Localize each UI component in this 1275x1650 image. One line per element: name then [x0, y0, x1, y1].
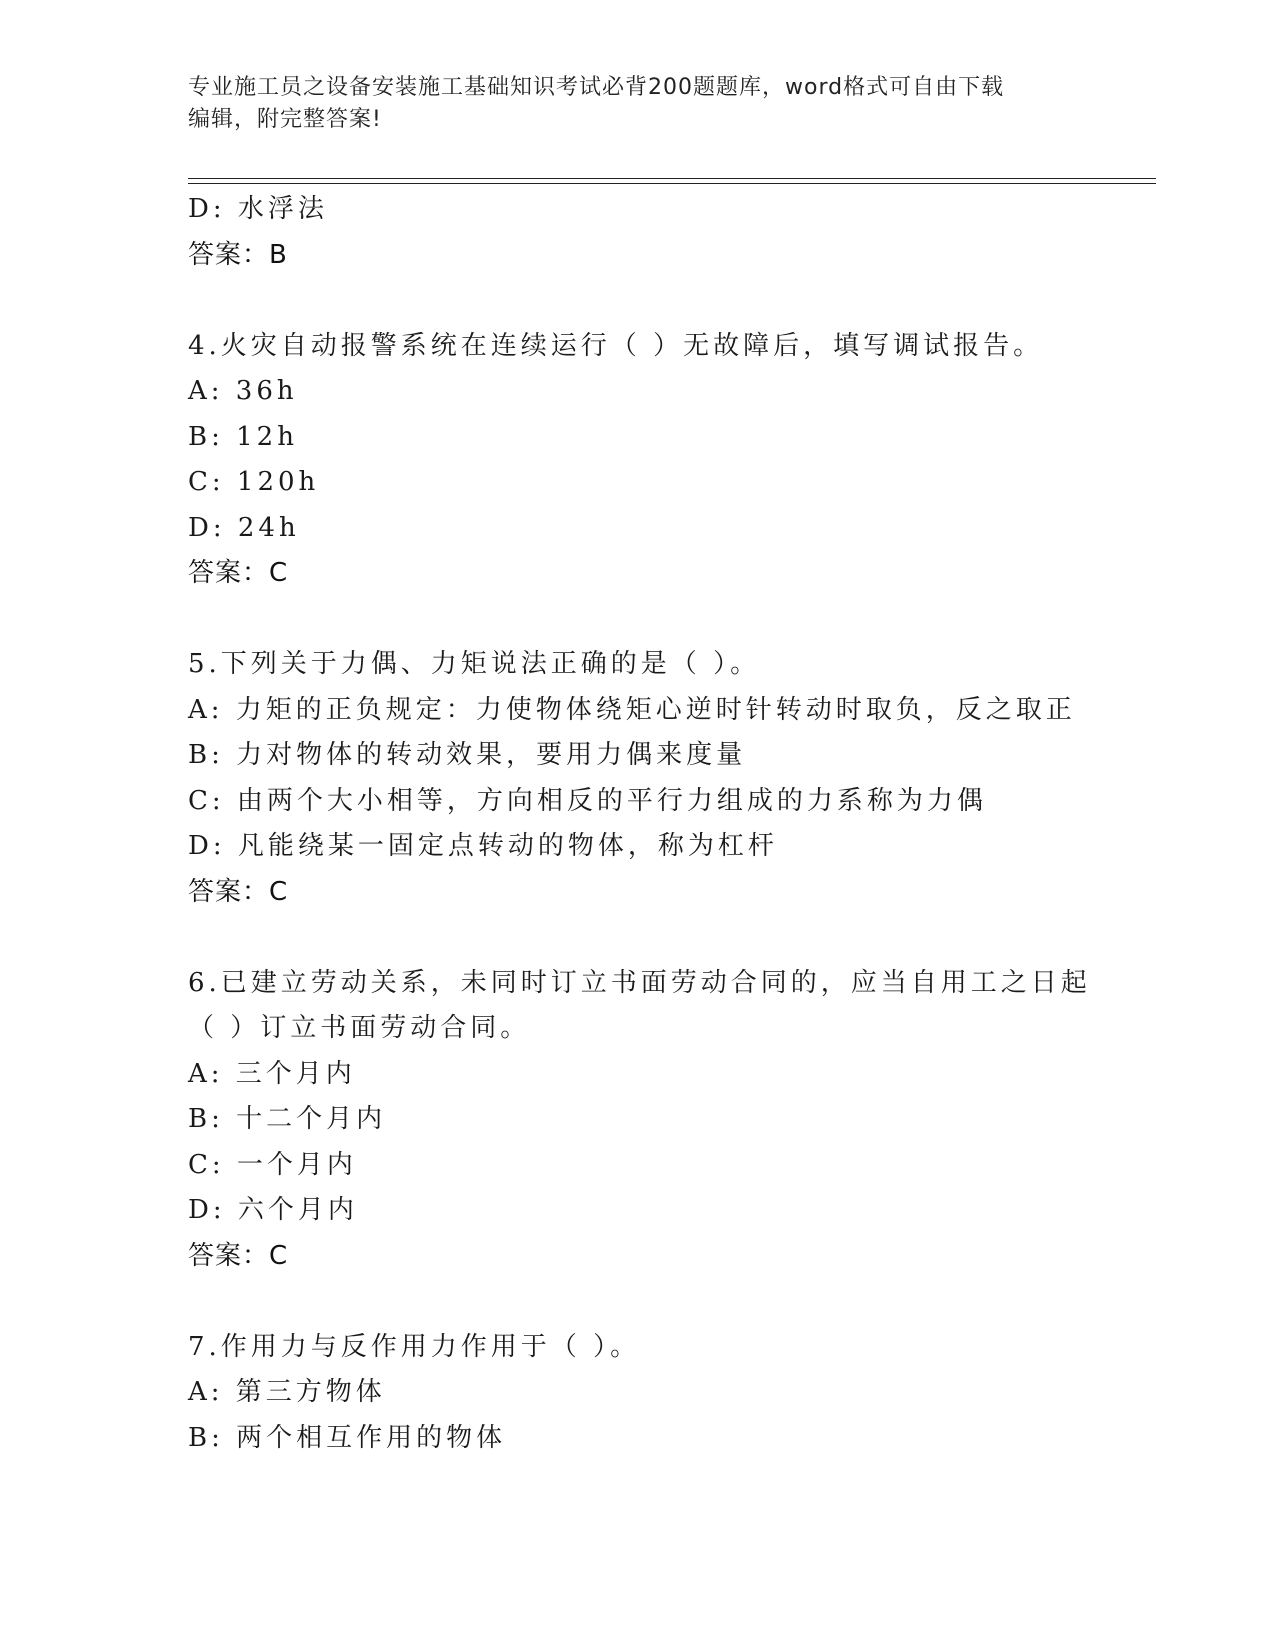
answer-line: 答案：C [188, 558, 289, 588]
question-block-3 [188, 187, 1148, 278]
question-stem: 7.作用力与反作用力作用于（ ）。 [188, 1331, 641, 1362]
option-b: B: 两个相互作用的物体 [188, 1422, 507, 1453]
document-header [188, 72, 1068, 136]
option-a: A: 第三方物体 [188, 1377, 386, 1407]
spacer [188, 915, 1148, 961]
question-stem: 6.已建立劳动关系，未同时订立书面劳动合同的，应当自用工之日起 [188, 967, 1091, 998]
answer-line: 答案：B [188, 239, 288, 270]
question-block-5 [188, 642, 1148, 915]
option-c: C: 120h [188, 467, 320, 497]
question-stem: 4.火灾自动报警系统在连续运行（ ）无故障后，填写调试报告。 [188, 330, 1044, 361]
header-title-line-1: 专业施工员之设备安装施工基础知识考试必背200题题库，word格式可自由下载 [188, 75, 1005, 100]
question-stem: 5.下列关于力偶、力矩说法正确的是（ ）。 [188, 649, 761, 679]
option-a: A: 力矩的正负规定：力使物体绕矩心逆时针转动时取负，反之取正 [188, 694, 1076, 725]
answer-line: 答案：C [188, 876, 289, 907]
option-d: D: 六个月内 [188, 1195, 358, 1225]
option-c: C: 由两个大小相等，方向相反的平行力组成的力系称为力偶 [188, 785, 987, 816]
option-d: D: 凡能绕某一固定点转动的物体，称为杠杆 [188, 831, 778, 861]
answer-line: 答案：C [188, 1240, 289, 1271]
spacer [188, 278, 1148, 324]
option-b: B: 十二个月内 [188, 1104, 387, 1134]
spacer [188, 1279, 1148, 1325]
header-title-line-2: 编辑，附完整答案! [188, 107, 382, 132]
option-b: B: 12h [188, 421, 298, 452]
option-d: D: 水浮法 [188, 194, 328, 224]
header-divider [188, 178, 1156, 184]
option-a: A: 36h [188, 376, 298, 406]
option-d: D: 24h [188, 512, 300, 543]
question-block-4 [188, 324, 1148, 597]
question-stem-continued: （ ）订立书面劳动合同。 [188, 1013, 531, 1043]
option-b: B: 力对物体的转动效果，要用力偶来度量 [188, 740, 747, 770]
question-block-6 [188, 961, 1148, 1280]
option-a: A: 三个月内 [188, 1058, 356, 1089]
spacer [188, 597, 1148, 643]
question-list [188, 187, 1148, 1461]
option-c: C: 一个月内 [188, 1149, 357, 1180]
question-block-7 [188, 1325, 1148, 1462]
